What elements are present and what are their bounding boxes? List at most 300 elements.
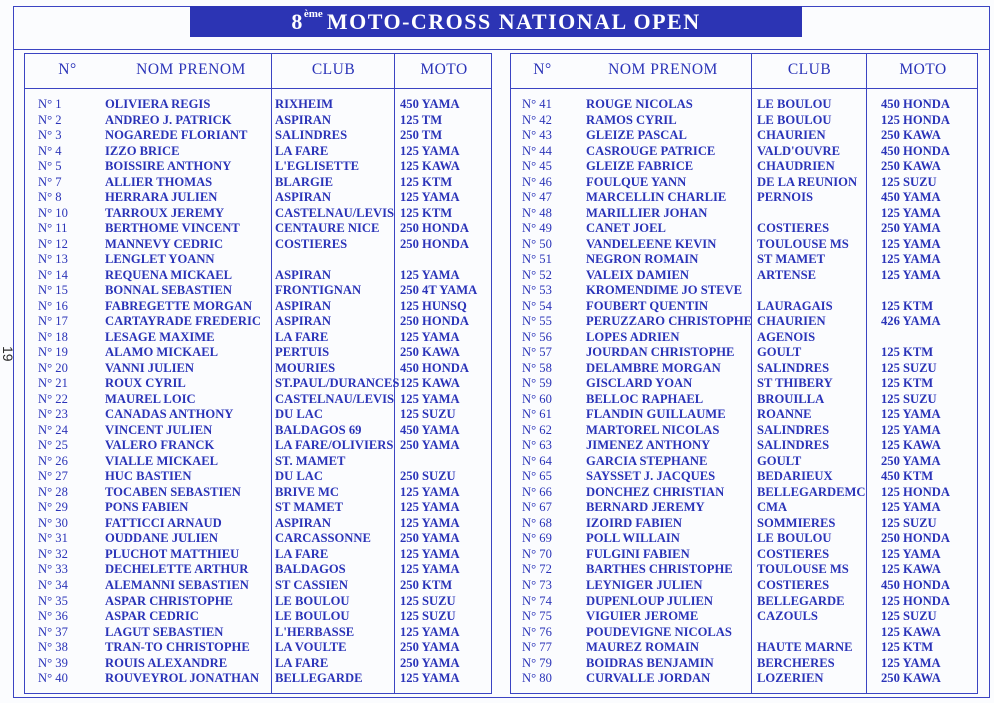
entry-number: N° 80 (522, 671, 552, 686)
motorcycle: 450 HONDA (400, 360, 469, 375)
motorcycle: 125 YAMA (400, 546, 460, 561)
rider-name: BARTHES CHRISTOPHE (586, 562, 733, 577)
table-row (25, 594, 491, 610)
rider-name: LENGLET YOANN (105, 252, 215, 267)
motorcycle: 125 SUZU (881, 609, 937, 624)
rider-name: BELLOC RAPHAEL (586, 391, 704, 406)
motorcycle: 450 YAMA (881, 190, 941, 205)
club-name: LA VOULTE (275, 640, 347, 655)
rider-name: PERUZZARO CHRISTOPHE (586, 314, 752, 329)
motorcycle: 125 YAMA (400, 267, 460, 282)
rider-name: NEGRON ROMAIN (586, 252, 699, 267)
entry-number: N° 32 (38, 546, 68, 561)
rider-name: MARTOREL NICOLAS (586, 422, 720, 437)
table-row (25, 252, 491, 268)
club-name: BRIVE MC (275, 484, 340, 499)
motorcycle: 125 YAMA (881, 422, 941, 437)
table-row (25, 500, 491, 516)
rider-name: DECHELETTE ARTHUR (105, 562, 249, 577)
rider-name: ROUVEYROL JONATHAN (105, 671, 260, 686)
club-name: CHAUDRIEN (757, 159, 835, 174)
entry-number: N° 77 (522, 640, 552, 655)
title-prefix: 8 (291, 8, 304, 34)
table-row (25, 531, 491, 547)
entry-number: N° 56 (522, 329, 552, 344)
entry-number: N° 29 (38, 500, 68, 515)
rider-name: TOCABEN SEBASTIEN (105, 484, 241, 499)
table-row (511, 330, 977, 346)
motorcycle: 250 TM (400, 128, 443, 143)
entry-number: N° 12 (38, 236, 68, 251)
motorcycle: 250 KAWA (881, 128, 941, 143)
entry-number: N° 28 (38, 484, 68, 499)
club-name: MOURIES (275, 360, 336, 375)
entry-number: N° 10 (38, 205, 68, 220)
club-name: ST THIBERY (757, 376, 833, 391)
motorcycle: 125 SUZU (881, 515, 937, 530)
club-name: L'HERBASSE (275, 624, 355, 639)
table-row (25, 144, 491, 160)
rider-name: ASPAR CHRISTOPHE (105, 593, 233, 608)
motorcycle: 125 SUZU (400, 609, 456, 624)
motorcycle: 250 YAMA (881, 221, 941, 236)
rider-name: DELAMBRE MORGAN (586, 360, 721, 375)
motorcycle: 125 KTM (881, 376, 934, 391)
club-name: FRONTIGNAN (275, 283, 362, 298)
motorcycle: 125 YAMA (400, 671, 460, 686)
table-row (511, 454, 977, 470)
motorcycle: 125 KAWA (881, 562, 941, 577)
club-name: LA FARE/OLIVIERS (275, 438, 394, 453)
header-club: CLUB (311, 61, 356, 78)
table-row (511, 128, 977, 144)
club-name: BERCHERES (757, 655, 835, 670)
club-name: LOZERIEN (757, 671, 824, 686)
entry-number: N° 1 (38, 97, 62, 111)
table-row (511, 159, 977, 175)
motorcycle: 125 YAMA (881, 205, 941, 220)
entry-number: N° 23 (38, 407, 68, 422)
table-row (25, 268, 491, 284)
motorcycle: 125 KTM (881, 298, 934, 313)
table-row (511, 562, 977, 578)
entries-list-right (511, 97, 977, 687)
entry-number: N° 52 (522, 267, 552, 282)
entry-number: N° 65 (522, 469, 552, 484)
rider-name: POLL WILLAIN (586, 531, 680, 546)
club-name: LA FARE (275, 655, 329, 670)
entry-number: N° 25 (38, 438, 68, 453)
club-name: VALD'OUVRE (757, 143, 841, 158)
motorcycle: 426 YAMA (881, 314, 941, 329)
table-row (25, 128, 491, 144)
table-row (511, 485, 977, 501)
rider-name: DUPENLOUP JULIEN (586, 593, 714, 608)
table-row (25, 159, 491, 175)
entry-number: N° 20 (38, 360, 68, 375)
motorcycle: 250 SUZU (400, 469, 456, 484)
entry-number: N° 79 (522, 655, 552, 670)
rider-name: FOUBERT QUENTIN (586, 298, 709, 313)
club-name: CASTELNAU/LEVIS (275, 205, 394, 220)
club-name: LA FARE (275, 329, 329, 344)
entry-number: N° 3 (38, 128, 62, 143)
motorcycle: 125 TM (400, 112, 443, 127)
club-name: BALDAGOS (275, 562, 346, 577)
rider-name: MANNEVY CEDRIC (105, 236, 224, 251)
rider-name: NOGAREDE FLORIANT (105, 128, 248, 143)
entry-number: N° 43 (522, 128, 552, 143)
club-name: LE BOULOU (275, 593, 350, 608)
rider-name: CANET JOEL (586, 221, 666, 236)
club-name: ASPIRAN (275, 515, 331, 530)
rider-name: LEYNIGER JULIEN (586, 577, 703, 592)
rider-name: ALAMO MICKAEL (105, 345, 218, 360)
rider-name: ROUX CYRIL (105, 376, 186, 391)
motorcycle: 125 YAMA (881, 236, 941, 251)
entry-number: N° 4 (38, 143, 62, 158)
club-name: COSTIERES (275, 236, 348, 251)
rider-name: FULGINI FABIEN (586, 546, 690, 561)
club-name: COSTIERES (757, 221, 830, 236)
entry-number: N° 46 (522, 174, 552, 189)
table-row (25, 578, 491, 594)
rider-name: LESAGE MAXIME (105, 329, 215, 344)
rider-name: DONCHEZ CHRISTIAN (586, 484, 725, 499)
club-name: ST MAMET (757, 252, 825, 267)
entry-number: N° 21 (38, 376, 68, 391)
table-row (511, 283, 977, 299)
entry-number: N° 26 (38, 453, 68, 468)
entry-number: N° 14 (38, 267, 68, 282)
club-name: L'EGLISETTE (275, 159, 359, 174)
rider-name: VALERO FRANCK (105, 438, 215, 453)
motorcycle: 250 HONDA (881, 531, 950, 546)
page-number: 19 (0, 346, 16, 362)
motorcycle: 125 KTM (400, 205, 453, 220)
entry-number: N° 70 (522, 546, 552, 561)
club-name: RIXHEIM (275, 97, 334, 111)
table-row (25, 407, 491, 423)
motorcycle: 125 KTM (400, 174, 453, 189)
table-row (25, 97, 491, 113)
motorcycle: 450 HONDA (881, 97, 950, 111)
club-name: LAURAGAIS (757, 298, 833, 313)
table-row (511, 144, 977, 160)
table-row (25, 175, 491, 191)
entry-number: N° 24 (38, 422, 68, 437)
club-name: BELLEGARDE (757, 593, 845, 608)
rider-name: ALLIER THOMAS (105, 174, 213, 189)
header-name: NOM PRENOM (136, 61, 246, 78)
rider-name: BERNARD JEREMY (586, 500, 705, 515)
rider-name: ROUGE NICOLAS (586, 97, 693, 111)
entries-table-right (510, 53, 978, 694)
table-row (25, 299, 491, 315)
club-name: COSTIERES (757, 577, 830, 592)
header-moto: MOTO (899, 61, 947, 78)
entry-number: N° 31 (38, 531, 68, 546)
motorcycle: 250 KAWA (881, 159, 941, 174)
table-row (511, 299, 977, 315)
entries-table-left (24, 53, 492, 694)
rider-name: LOPES ADRIEN (586, 329, 680, 344)
club-name: ARTENSE (757, 267, 817, 282)
rider-name: IZZO BRICE (105, 143, 180, 158)
club-name: CENTAURE NICE (275, 221, 380, 236)
entry-number: N° 41 (522, 97, 552, 111)
rider-name: VANNI JULIEN (105, 360, 194, 375)
club-name: HAUTE MARNE (757, 640, 853, 655)
table-row (511, 578, 977, 594)
motorcycle: 125 SUZU (881, 174, 937, 189)
table-row (511, 237, 977, 253)
rider-name: TARROUX JEREMY (105, 205, 225, 220)
motorcycle: 125 YAMA (400, 562, 460, 577)
motorcycle: 125 SUZU (400, 593, 456, 608)
table-row (25, 206, 491, 222)
club-name: DE LA REUNION (757, 174, 858, 189)
motorcycle: 125 YAMA (400, 484, 460, 499)
motorcycle: 450 YAMA (400, 97, 460, 111)
club-name: LE BOULOU (757, 112, 832, 127)
entry-number: N° 76 (522, 624, 552, 639)
motorcycle: 125 KAWA (881, 624, 941, 639)
rider-name: VANDELEENE KEVIN (586, 236, 717, 251)
motorcycle: 125 YAMA (881, 252, 941, 267)
rider-name: REQUENA MICKAEL (105, 267, 233, 282)
entry-number: N° 72 (522, 562, 552, 577)
entry-number: N° 2 (38, 112, 62, 127)
table-row (25, 547, 491, 563)
entry-number: N° 13 (38, 252, 68, 267)
rider-name: VALEIX DAMIEN (586, 267, 689, 282)
table-row (511, 206, 977, 222)
rider-name: JOURDAN CHRISTOPHE (586, 345, 735, 360)
table-row (511, 625, 977, 641)
table-row (511, 500, 977, 516)
header-num: N° (533, 61, 552, 78)
rider-name: MAUREL LOIC (105, 391, 196, 406)
club-name: ST.PAUL/DURANCES (275, 376, 400, 391)
club-name: ROANNE (757, 407, 812, 422)
table-row (25, 671, 491, 687)
table-row (25, 376, 491, 392)
rider-name: ROUIS ALEXANDRE (105, 655, 228, 670)
motorcycle: 125 YAMA (400, 190, 460, 205)
rider-name: HUC BASTIEN (105, 469, 192, 484)
page-title (190, 6, 802, 37)
club-name: LE BOULOU (757, 97, 832, 111)
entry-number: N° 17 (38, 314, 68, 329)
table-row (25, 562, 491, 578)
table-row (511, 547, 977, 563)
motorcycle: 125 HUNSQ (400, 298, 467, 313)
club-name: SALINDRES (275, 128, 348, 143)
rider-name: KROMENDIME JO STEVE (586, 283, 743, 298)
table-row (511, 345, 977, 361)
table-row (25, 656, 491, 672)
table-row (25, 609, 491, 625)
table-row (511, 423, 977, 439)
entries-list-left (25, 97, 491, 687)
rider-name: FATTICCI ARNAUD (105, 515, 222, 530)
motorcycle: 250 YAMA (400, 438, 460, 453)
title-divider (13, 49, 990, 50)
entry-number: N° 61 (522, 407, 552, 422)
rider-name: FABREGETTE MORGAN (105, 298, 253, 313)
motorcycle: 125 HONDA (881, 484, 950, 499)
entry-number: N° 55 (522, 314, 552, 329)
club-name: CASTELNAU/LEVIS (275, 391, 394, 406)
rider-name: MARILLIER JOHAN (586, 205, 708, 220)
club-name: ST. MAMET (275, 453, 346, 468)
entry-number: N° 48 (522, 205, 552, 220)
table-row (25, 516, 491, 532)
table-row (25, 392, 491, 408)
rider-name: BOISSIRE ANTHONY (105, 159, 232, 174)
entry-number: N° 59 (522, 376, 552, 391)
club-name: PERNOIS (757, 190, 813, 205)
rider-name: FLANDIN GUILLAUME (586, 407, 726, 422)
rider-name: GISCLARD YOAN (586, 376, 693, 391)
club-name: BELLEGARDEMC (757, 484, 866, 499)
club-name: ST MAMET (275, 500, 343, 515)
club-name: BLARGIE (275, 174, 334, 189)
motorcycle: 125 YAMA (881, 655, 941, 670)
entry-number: N° 67 (522, 500, 552, 515)
rider-name: ANDREO J. PATRICK (105, 112, 232, 127)
entry-number: N° 33 (38, 562, 68, 577)
table-row (511, 640, 977, 656)
motorcycle: 125 HONDA (881, 112, 950, 127)
club-name: CHAURIEN (757, 314, 826, 329)
table-row (25, 361, 491, 377)
table-row (511, 97, 977, 113)
rider-name: PONS FABIEN (105, 500, 189, 515)
entry-number: N° 68 (522, 515, 552, 530)
rider-name: PLUCHOT MATTHIEU (105, 546, 240, 561)
table-row (511, 314, 977, 330)
entry-number: N° 7 (38, 174, 62, 189)
entry-number: N° 49 (522, 221, 552, 236)
club-name: PERTUIS (275, 345, 330, 360)
rider-name: OUDDANE JULIEN (105, 531, 219, 546)
club-name: BEDARIEUX (757, 469, 833, 484)
motorcycle: 125 YAMA (400, 391, 460, 406)
motorcycle: 125 SUZU (881, 360, 937, 375)
motorcycle: 125 YAMA (400, 515, 460, 530)
entry-number: N° 5 (38, 159, 62, 174)
table-row (511, 671, 977, 687)
club-name: ASPIRAN (275, 190, 331, 205)
entry-number: N° 39 (38, 655, 68, 670)
table-row (25, 485, 491, 501)
entry-number: N° 18 (38, 329, 68, 344)
rider-name: FOULQUE YANN (586, 174, 687, 189)
rider-name: BERTHOME VINCENT (105, 221, 240, 236)
entry-number: N° 34 (38, 577, 68, 592)
entry-number: N° 37 (38, 624, 68, 639)
club-name: SALINDRES (757, 438, 830, 453)
table-row (511, 113, 977, 129)
club-name: AGENOIS (757, 329, 816, 344)
rider-name: LAGUT SEBASTIEN (105, 624, 224, 639)
motorcycle: 450 YAMA (400, 422, 460, 437)
rider-name: SAYSSET J. JACQUES (586, 469, 716, 484)
table-row (25, 640, 491, 656)
table-row (25, 314, 491, 330)
motorcycle: 125 YAMA (881, 546, 941, 561)
table-row (511, 531, 977, 547)
table-row (511, 392, 977, 408)
table-row (25, 113, 491, 129)
table-row (511, 268, 977, 284)
entry-number: N° 42 (522, 112, 552, 127)
club-name: TOULOUSE MS (757, 236, 849, 251)
entry-number: N° 73 (522, 577, 552, 592)
entry-number: N° 22 (38, 391, 68, 406)
club-name: CAZOULS (757, 609, 818, 624)
entry-number: N° 62 (522, 422, 552, 437)
club-name: GOULT (757, 345, 802, 360)
club-name: CHAURIEN (757, 128, 826, 143)
entry-number: N° 45 (522, 159, 552, 174)
motorcycle: 125 SUZU (881, 391, 937, 406)
motorcycle: 250 YAMA (881, 453, 941, 468)
table-row (511, 609, 977, 625)
entry-number: N° 16 (38, 298, 68, 313)
club-name: ASPIRAN (275, 298, 331, 313)
entry-number: N° 27 (38, 469, 68, 484)
club-name: ASPIRAN (275, 267, 331, 282)
club-name: GOULT (757, 453, 802, 468)
motorcycle: 125 YAMA (881, 407, 941, 422)
rider-name: MAUREZ ROMAIN (586, 640, 699, 655)
motorcycle: 250 4T YAMA (400, 283, 478, 298)
table-row (511, 221, 977, 237)
rider-name: VIALLE MICKAEL (105, 453, 219, 468)
entry-number: N° 57 (522, 345, 552, 360)
table-row (511, 407, 977, 423)
table-row (511, 252, 977, 268)
title-sup: ème (303, 7, 323, 20)
entry-number: N° 30 (38, 515, 68, 530)
header-num: N° (58, 61, 77, 78)
club-name: TOULOUSE MS (757, 562, 849, 577)
motorcycle: 250 KTM (400, 577, 453, 592)
entry-number: N° 74 (522, 593, 552, 608)
rider-name: GARCIA STEPHANE (586, 453, 708, 468)
table-row (25, 625, 491, 641)
club-name: ASPIRAN (275, 314, 331, 329)
table-row (511, 361, 977, 377)
motorcycle: 250 YAMA (400, 655, 460, 670)
table-row (25, 221, 491, 237)
entry-number: N° 50 (522, 236, 552, 251)
table-row (511, 376, 977, 392)
entry-number: N° 38 (38, 640, 68, 655)
entry-number: N° 11 (38, 221, 68, 236)
rider-name: ASPAR CEDRIC (105, 609, 199, 624)
motorcycle: 250 KAWA (881, 671, 941, 686)
motorcycle: 125 YAMA (400, 329, 460, 344)
club-name: LA FARE (275, 546, 329, 561)
table-row (511, 469, 977, 485)
header-moto: MOTO (420, 61, 468, 78)
rider-name: CARTAYRADE FREDERIC (105, 314, 261, 329)
rider-name: VINCENT JULIEN (105, 422, 213, 437)
